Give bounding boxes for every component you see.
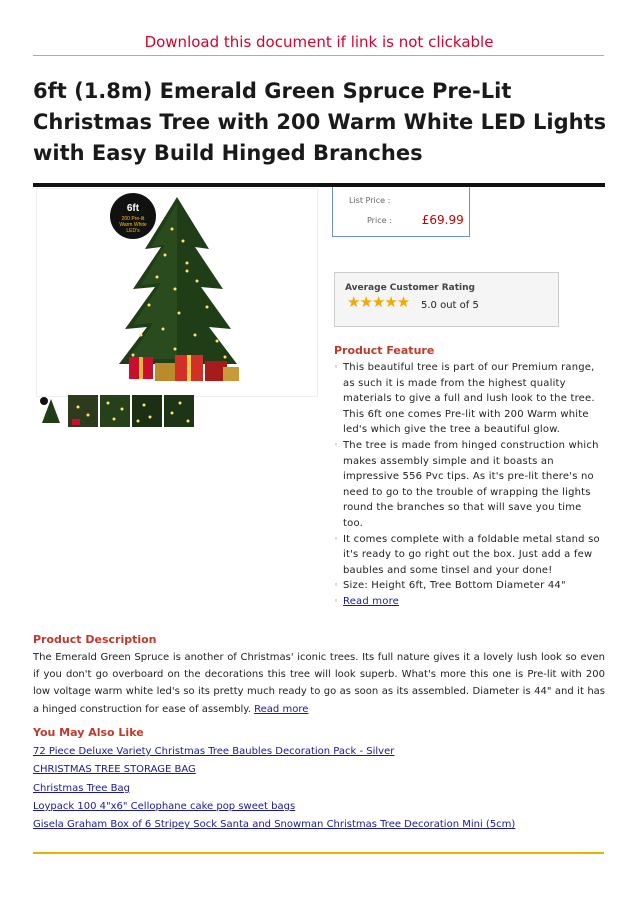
feature-item bbox=[334, 594, 604, 610]
thumbnail-5[interactable] bbox=[164, 395, 194, 427]
rating-box bbox=[334, 272, 559, 327]
product-image[interactable] bbox=[36, 188, 318, 397]
feature-item: ◦ Size: Height 6ft, Tree Bottom Diameter 44" bbox=[334, 578, 604, 594]
also-like-link[interactable]: Loypack 100 4"x6" Cellophane cake pop sweet bags bbox=[33, 800, 296, 812]
bullet-icon: ◦ bbox=[334, 440, 339, 449]
bullet-icon: ◦ bbox=[334, 363, 339, 371]
price-value: £69.99 bbox=[421, 213, 464, 227]
feature-read-more-link[interactable]: Read more bbox=[343, 595, 400, 607]
rating-text: 5.0 out of 5 bbox=[421, 300, 479, 311]
list-item bbox=[33, 816, 515, 834]
banner-divider bbox=[33, 55, 604, 56]
price-box bbox=[332, 187, 470, 237]
feature-item: ◦ This beautiful tree is part of our Premium range, as such it is made from the highest quality materials to give a full and lush look to the tree. This 6ft one comes Pre-lit with 200 Warm white led's which give the tree a beautiful glow. bbox=[334, 362, 595, 436]
badge-line-4: LED's bbox=[126, 228, 140, 234]
price-label: Price : bbox=[367, 215, 392, 225]
product-feature-heading: Product Feature bbox=[334, 344, 435, 357]
product-description: The Emerald Green Spruce is another of Christmas' iconic trees. Its full nature gives it a lovely lush look so even if you don't go overboard on the decorations this tree will look superb. What's more this one is Pre-lit with 200 low voltage warm white led's so its pretty much ready to go as soon as its assembled. Diameter is 44" and it has a hinged construction for ease of assembly. Read more bbox=[33, 652, 605, 715]
badge-line-1: 6ft bbox=[126, 203, 140, 214]
bullet-icon: ◦ bbox=[334, 596, 339, 605]
also-like-link[interactable]: Gisela Graham Box of 6 Stripey Sock Santa and Snowman Christmas Tree Decoration Mini (5cm) bbox=[33, 819, 516, 831]
also-like-link[interactable]: 72 Piece Deluxe Variety Christmas Tree Baubles Decoration Pack - Silver bbox=[33, 746, 395, 757]
thumbnail-4[interactable] bbox=[132, 395, 162, 427]
download-banner-link[interactable]: Download this document if link is not clickable bbox=[144, 33, 494, 51]
also-like-list bbox=[33, 743, 515, 834]
description-read-more-link[interactable]: Read more bbox=[254, 703, 309, 715]
star-rating-icon: ★★★★★ bbox=[347, 293, 410, 311]
badge-line-3: Warm White bbox=[119, 222, 147, 228]
title-divider bbox=[33, 183, 605, 187]
bullet-icon: ◦ bbox=[334, 534, 339, 543]
feature-list bbox=[334, 360, 604, 610]
thumbnail-1[interactable] bbox=[36, 395, 66, 427]
thumbnail-3[interactable] bbox=[100, 395, 130, 427]
feature-item: ◦ It comes complete with a foldable metal stand so it's ready to go right out the box. Just add a few baubles and some tinsel and your done! bbox=[334, 533, 600, 576]
feature-item: ◦ The tree is made from hinged construction which makes assembly simple and it boasts an impressive 556 Pvc tips. As it's pre-lit there's no need to go to the trouble of wrapping the lights round the branches so that will save you time too. bbox=[334, 439, 599, 529]
also-like-heading: You May Also Like bbox=[33, 726, 144, 739]
thumbnail-strip bbox=[36, 395, 196, 427]
thumbnail-2[interactable] bbox=[68, 395, 98, 427]
page-title: 6ft (1.8m) Emerald Green Spruce Pre-Lit Christmas Tree with 200 Warm White LED Lights with Easy Build Hinged Branches bbox=[33, 79, 607, 165]
christmas-tree-image bbox=[37, 189, 317, 396]
also-like-link[interactable]: CHRISTMAS TREE STORAGE BAG bbox=[33, 764, 196, 776]
list-item bbox=[33, 761, 515, 779]
list-item bbox=[33, 798, 515, 816]
product-description-heading: Product Description bbox=[33, 633, 157, 646]
list-item bbox=[33, 743, 515, 761]
also-like-link[interactable]: Christmas Tree Bag bbox=[33, 782, 130, 794]
list-item bbox=[33, 780, 515, 798]
rating-label: Average Customer Rating bbox=[345, 283, 475, 293]
list-price-label: List Price : bbox=[349, 196, 391, 205]
badge-line-2: 200 Pre-lit bbox=[121, 216, 145, 222]
bottom-divider bbox=[33, 852, 604, 854]
bullet-icon: ◦ bbox=[334, 581, 339, 590]
